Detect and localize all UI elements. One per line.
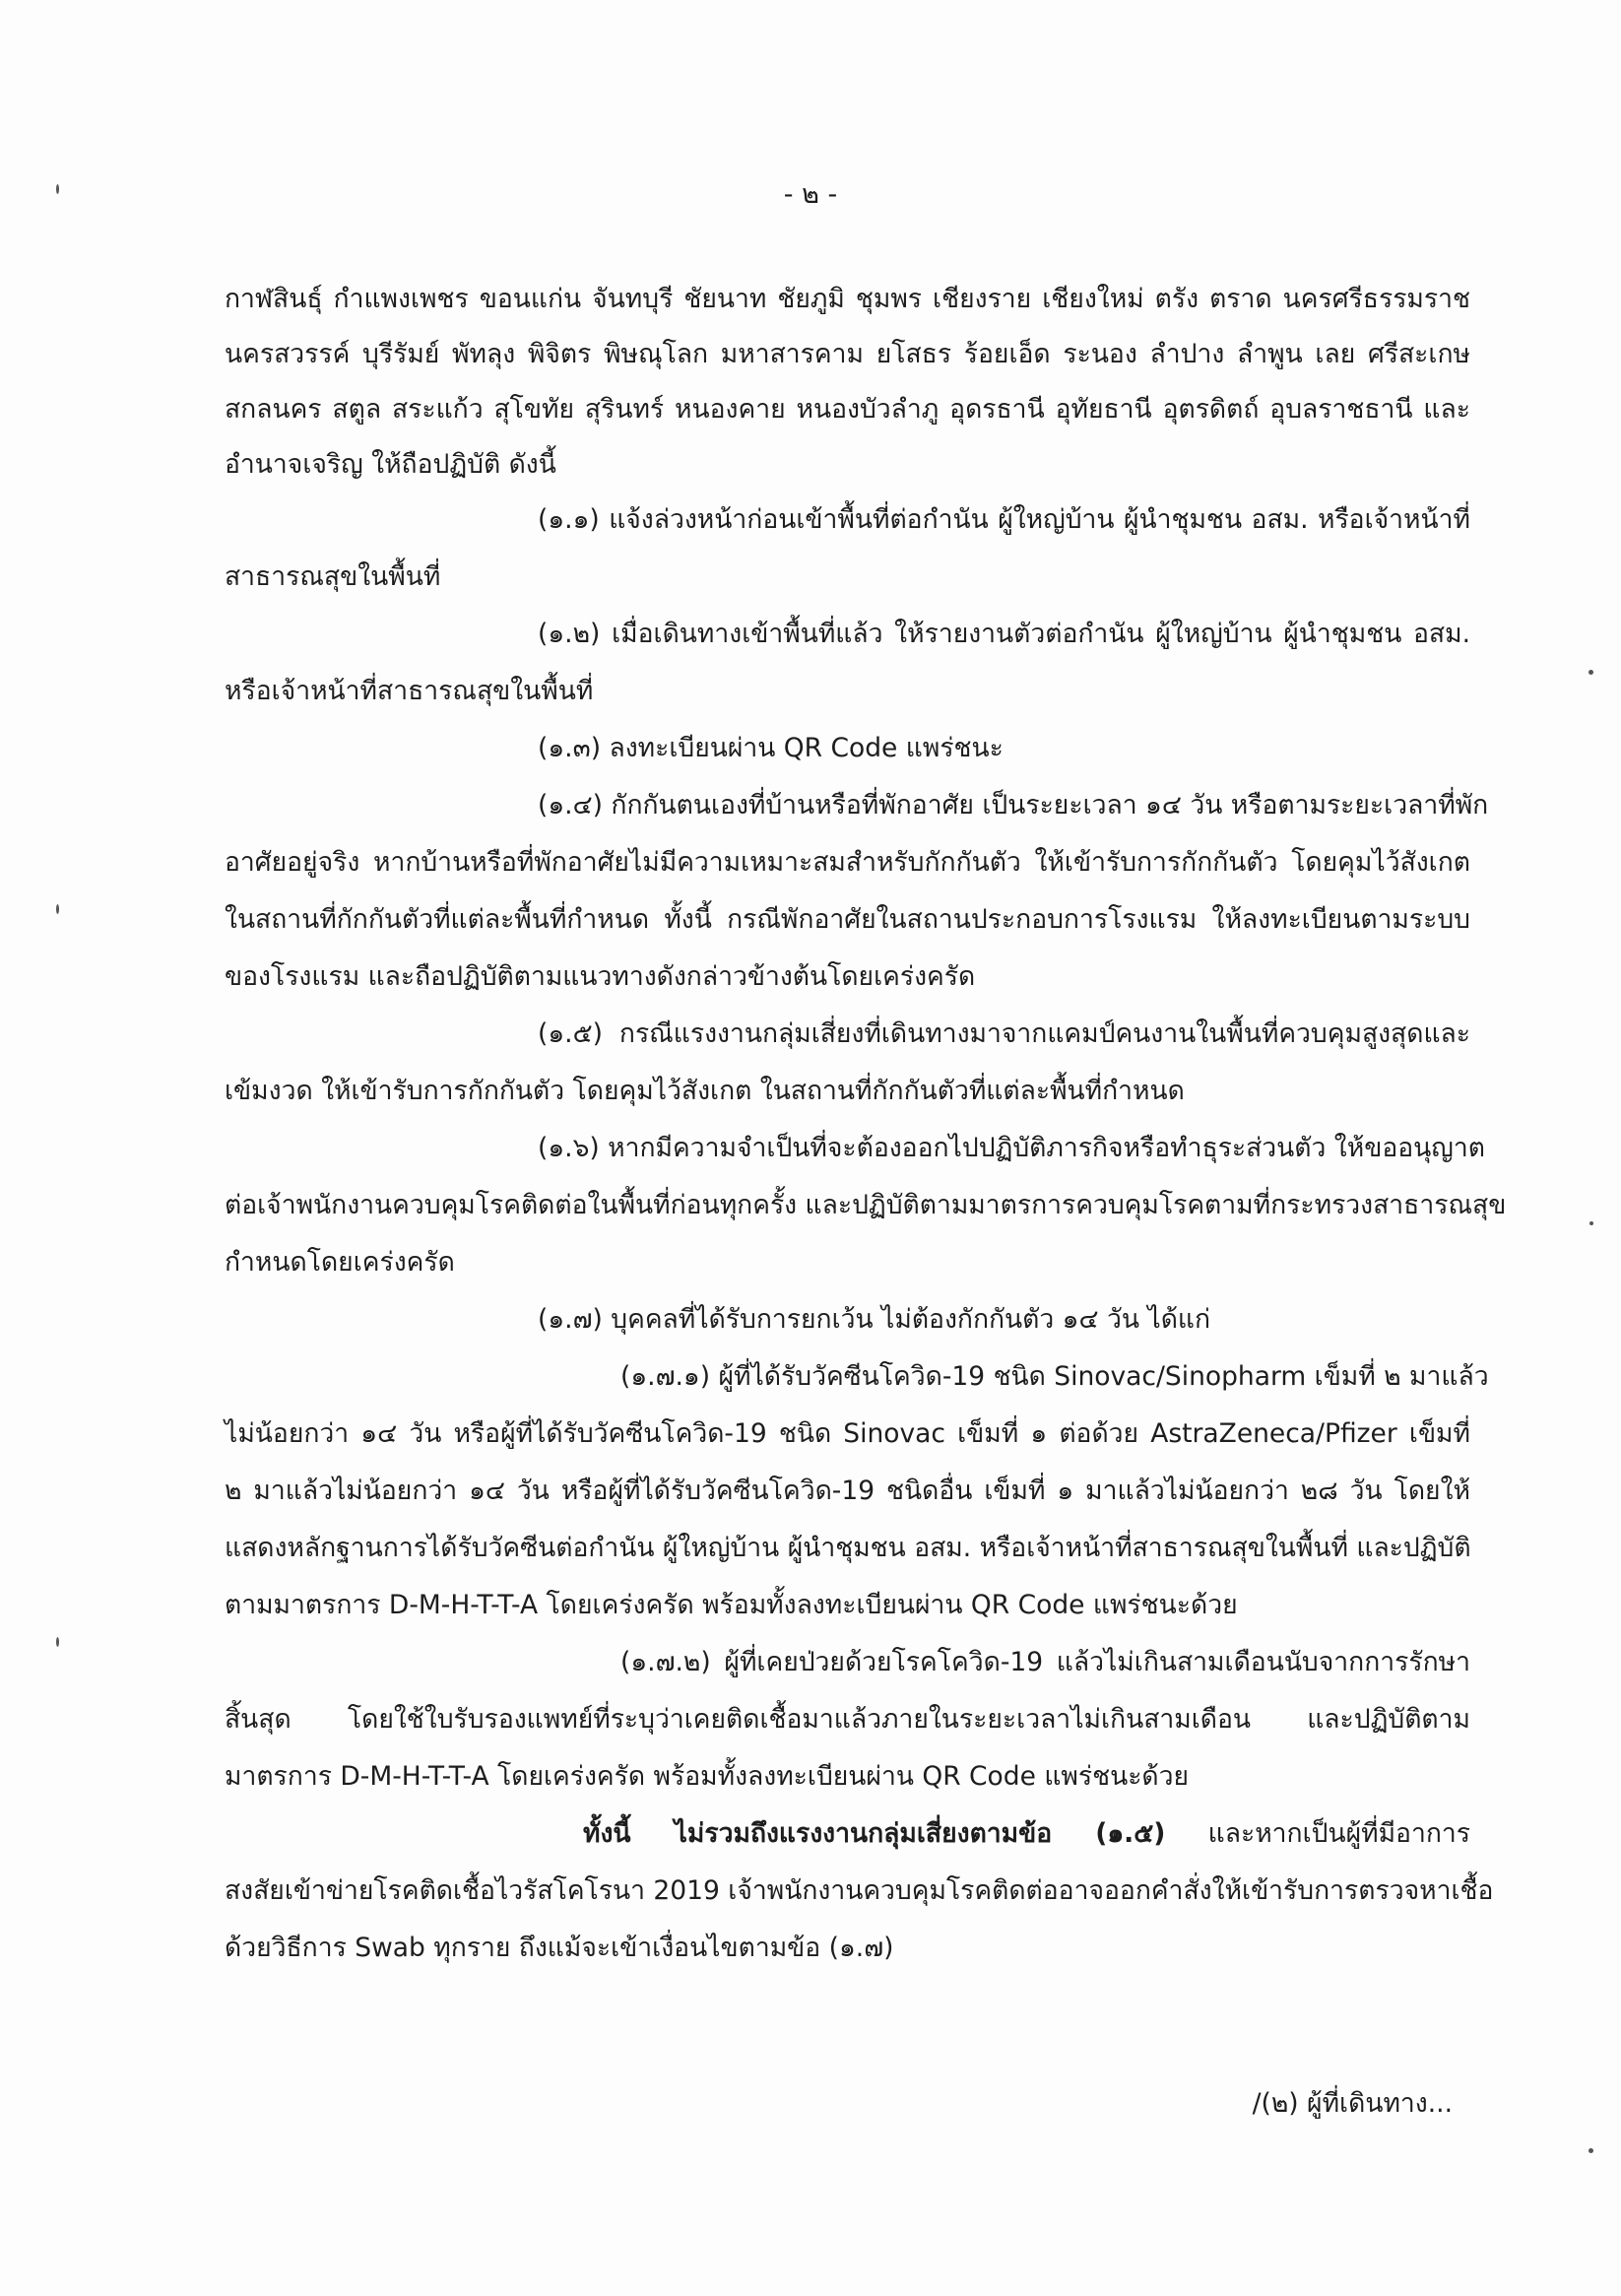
text-line: กาฬสินธุ์ กำแพงเพชร ขอนแก่น จันทบุรี ชัยนาท ชัยภูมิ ชุมพร เชียงราย เชียงใหม่ ตรัง ตราด นครศรีธรรมราช [225, 284, 1470, 314]
text-line: สกลนคร สตูล สระแก้ว สุโขทัย สุรินทร์ หนองคาย หนองบัวลำภู อุดรธานี อุทัยธานี อุตรดิตถ์ อุบลราชธานี และ [225, 394, 1470, 425]
text-line: อาศัยอยู่จริง หากบ้านหรือที่พักอาศัยไม่มีความเหมาะสมสำหรับกักกันตัว ให้เข้ารับการกักกันตัว โดยคุมไว้สังเกต [225, 847, 1470, 878]
continuation-note: /(๒) ผู้ที่เดินทาง... [1252, 2088, 1453, 2119]
text-line: กำหนดโดยเคร่งครัด [225, 1247, 455, 1278]
text-line: ในสถานที่กักกันตัวที่แต่ละพื้นที่กำหนด ทั้งนี้ กรณีพักอาศัยในสถานประกอบการโรงแรม ให้ลงทะเบียนตามระบบ [225, 904, 1470, 935]
text-line: สิ้นสุด โดยใช้ใบรับรองแพทย์ที่ระบุว่าเคยติดเชื้อมาแล้วภายในระยะเวลาไม่เกินสามเดือน และปฏิบัติตาม [225, 1704, 1470, 1735]
scan-speck [1589, 1221, 1593, 1225]
text-line: สงสัยเข้าข่ายโรคติดเชื้อไวรัสโคโรนา 2019 เจ้าพนักงานควบคุมโรคติดต่ออาจออกคำสั่งให้เข้ารับการตรวจหาเชื้อ [225, 1875, 1494, 1906]
item-1-7-1: (๑.๗.๑) ผู้ที่ได้รับวัคซีนโควิด-19 ชนิด Sinovac/Sinopharm เข็มที่ ๒ มาแล้ว [620, 1361, 1489, 1392]
scan-speck [56, 904, 59, 914]
text-line: หรือเจ้าหน้าที่สาธารณสุขในพื้นที่ [225, 676, 594, 706]
text-line: มาตรการ D-M-H-T-T-A โดยเคร่งครัด พร้อมทั้งลงทะเบียนผ่าน QR Code แพร่ชนะด้วย [225, 1761, 1190, 1792]
closing-rest-text: และหากเป็นผู้ที่มีอาการ [1165, 1818, 1470, 1849]
item-1-2: (๑.๒) เมื่อเดินทางเข้าพื้นที่แล้ว ให้รายงานตัวต่อกำนัน ผู้ใหญ่บ้าน ผู้นำชุมชน อสม. [538, 619, 1470, 649]
text-line: ตามมาตรการ D-M-H-T-T-A โดยเคร่งครัด พร้อมทั้งลงทะเบียนผ่าน QR Code แพร่ชนะด้วย [225, 1590, 1238, 1620]
closing-bold-text: ทั้งนี้ ไม่รวมถึงแรงงานกลุ่มเสี่ยงตามข้อ (๑.๕) [583, 1818, 1166, 1849]
text-line: นครสวรรค์ บุรีรัมย์ พัทลุง พิจิตร พิษณุโลก มหาสารคาม ยโสธร ร้อยเอ็ด ระนอง ลำปาง ลำพูน เลย ศรีสะเกษ [225, 339, 1470, 369]
item-1-1: (๑.๑) แจ้งล่วงหน้าก่อนเข้าพื้นที่ต่อกำนัน ผู้ใหญ่บ้าน ผู้นำชุมชน อสม. หรือเจ้าหน้าที่ [538, 504, 1470, 535]
scan-speck [56, 1637, 59, 1647]
text-line: ๒ มาแล้วไม่น้อยกว่า ๑๔ วัน หรือผู้ที่ได้รับวัคซีนโควิด-19 ชนิดอื่น เข็มที่ ๑ มาแล้วไม่น้อยกว่า ๒๘ วัน โดยให้ [225, 1476, 1470, 1506]
text-line: ต่อเจ้าพนักงานควบคุมโรคติดต่อในพื้นที่ก่อนทุกครั้ง และปฏิบัติตามมาตรการควบคุมโรคตามที่กระทรวงสาธารณสุข [225, 1190, 1507, 1220]
scan-speck [1589, 2148, 1593, 2153]
item-1-7-2: (๑.๗.๒) ผู้ที่เคยป่วยด้วยโรคโควิด-19 แล้วไม่เกินสามเดือนนับจากการรักษา [620, 1647, 1470, 1677]
text-line: ด้วยวิธีการ Swab ทุกราย ถึงแม้จะเข้าเงื่อนไขตามข้อ (๑.๗) [225, 1933, 894, 1963]
item-1-6: (๑.๖) หากมีความจำเป็นที่จะต้องออกไปปฏิบัติภารกิจหรือทำธุระส่วนตัว ให้ขออนุญาต [538, 1133, 1485, 1163]
scan-speck [1589, 670, 1593, 675]
item-1-3: (๑.๓) ลงทะเบียนผ่าน QR Code แพร่ชนะ [538, 733, 1004, 763]
text-line: ไม่น้อยกว่า ๑๔ วัน หรือผู้ที่ได้รับวัคซีนโควิด-19 ชนิด Sinovac เข็มที่ ๑ ต่อด้วย AstraZeneca/Pfizer เข็มที่ [225, 1418, 1470, 1449]
item-1-5: (๑.๕) กรณีแรงงานกลุ่มเสี่ยงที่เดินทางมาจากแคมป์คนงานในพื้นที่ควบคุมสูงสุดและ [538, 1018, 1470, 1049]
page-number: - ๒ - [783, 179, 838, 210]
text-line: เข้มงวด ให้เข้ารับการกักกันตัว โดยคุมไว้สังเกต ในสถานที่กักกันตัวที่แต่ละพื้นที่กำหนด [225, 1076, 1185, 1106]
item-1-7: (๑.๗) บุคคลที่ได้รับการยกเว้น ไม่ต้องกักกันตัว ๑๔ วัน ได้แก่ [538, 1304, 1211, 1335]
closing-paragraph-first-line [583, 1818, 1470, 1850]
text-line: อำนาจเจริญ ให้ถือปฏิบัติ ดังนี้ [225, 449, 556, 480]
text-line: สาธารณสุขในพื้นที่ [225, 561, 441, 592]
text-line: ของโรงแรม และถือปฏิบัติตามแนวทางดังกล่าวข้างต้นโดยเคร่งครัด [225, 961, 976, 992]
text-line: แสดงหลักฐานการได้รับวัคซีนต่อกำนัน ผู้ใหญ่บ้าน ผู้นำชุมชน อสม. หรือเจ้าหน้าที่สาธารณสุขในพื้นที่ และปฏิบัติ [225, 1533, 1471, 1563]
item-1-4: (๑.๔) กักกันตนเองที่บ้านหรือที่พักอาศัย เป็นระยะเวลา ๑๔ วัน หรือตามระยะเวลาที่พัก [538, 790, 1489, 820]
scan-speck [56, 184, 59, 194]
